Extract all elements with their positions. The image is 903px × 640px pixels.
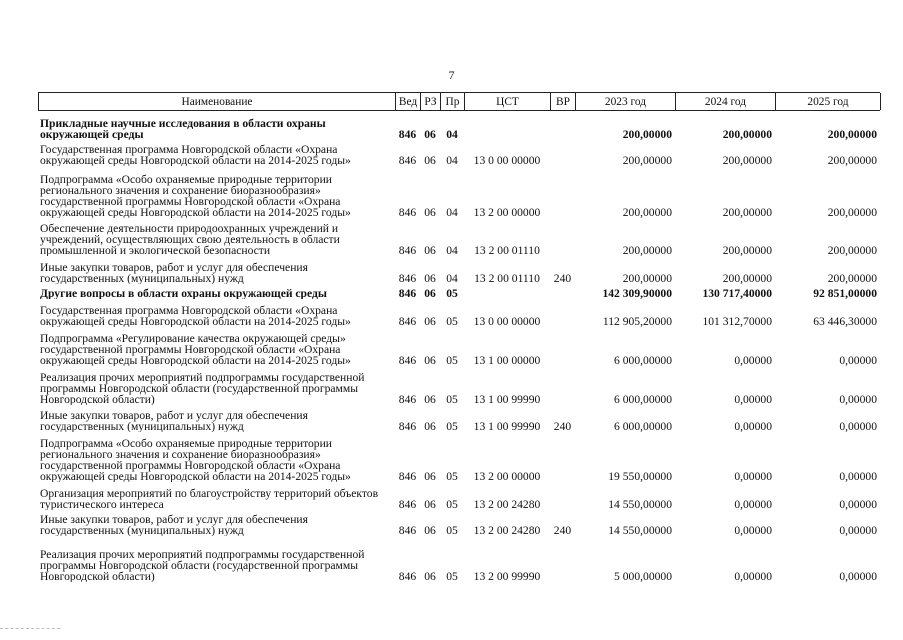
row-2025: 200,00000 — [827, 244, 877, 257]
row-2024: 200,00000 — [722, 154, 772, 167]
table-row — [38, 482, 880, 510]
header-ved: Вед — [396, 93, 421, 110]
row-2025: 0,00000 — [839, 524, 877, 537]
row-pr: 05 — [446, 470, 458, 483]
row-ved: 846 — [398, 570, 417, 583]
row-name: Подпрограмма «Особо охраняемые природные территории регионального значения и сохранение биоразнообразия» государственной программы Новгородской области «Охрана окружающей среды Новгородской области на 2014-2025 годы» — [40, 174, 351, 218]
row-2025: 0,00000 — [839, 393, 877, 406]
table-row — [38, 256, 880, 284]
row-pr: 05 — [446, 287, 458, 300]
row-vr: 240 — [553, 272, 572, 285]
row-cst: 13 2 00 01110 — [474, 272, 540, 285]
row-ved: 846 — [398, 272, 417, 285]
header-2023: 2023 год — [576, 93, 676, 110]
row-name: Иные закупки товаров, работ и услуг для обеспечения государственных (муниципальных) нужд — [40, 262, 308, 284]
row-pr: 04 — [446, 272, 458, 285]
row-2025: 0,00000 — [839, 570, 877, 583]
row-rz: 06 — [424, 206, 436, 219]
row-pr: 05 — [446, 315, 458, 328]
row-name: Обеспечение деятельности природоохранных учреждений и учреждений, осуществляющих свою деятельность в области промышленной и экологической безопасности — [40, 223, 340, 256]
row-name: Реализация прочих мероприятий подпрограммы государственной программы Новгородской области (государственной программы Новгородской области) — [40, 372, 365, 405]
row-cst: 13 1 00 99990 — [473, 420, 541, 433]
header-name: Наименование — [39, 93, 396, 110]
row-rz: 06 — [424, 570, 436, 583]
row-2025: 63 446,30000 — [813, 315, 877, 328]
row-2024: 200,00000 — [722, 128, 772, 141]
row-vr: 240 — [553, 420, 572, 433]
row-pr: 05 — [446, 393, 458, 406]
row-rz: 06 — [424, 315, 436, 328]
row-name: Прикладные научные исследования в области охраны окружающей среды — [40, 118, 326, 140]
row-2023: 200,00000 — [622, 154, 672, 167]
header-cst: ЦСТ — [465, 93, 551, 110]
row-2023: 200,00000 — [622, 128, 672, 141]
row-2023: 14 550,00000 — [608, 498, 672, 511]
row-2025: 200,00000 — [827, 128, 877, 141]
table-row — [38, 111, 880, 140]
row-2023: 200,00000 — [622, 206, 672, 219]
row-rz: 06 — [424, 272, 436, 285]
table-row — [38, 299, 880, 327]
row-rz: 06 — [424, 498, 436, 511]
row-pr: 04 — [446, 154, 458, 167]
row-cst: 13 2 00 01110 — [474, 244, 540, 257]
row-2024: 200,00000 — [722, 272, 772, 285]
table-row — [38, 366, 880, 405]
row-rz: 06 — [424, 154, 436, 167]
row-ved: 846 — [398, 420, 417, 433]
row-2024: 0,00000 — [734, 524, 772, 537]
row-name: Реализация прочих мероприятий подпрограммы государственной программы Новгородской области (государственной программы Новгородской области) — [40, 549, 365, 582]
row-cst: 13 1 00 00000 — [473, 354, 541, 367]
header-pr: Пр — [441, 93, 465, 110]
row-name: Организация мероприятий по благоустройству территорий объектов туристического интереса — [40, 488, 379, 510]
row-cst: 13 1 00 99990 — [473, 393, 541, 406]
row-ved: 846 — [398, 287, 417, 300]
row-ved: 846 — [398, 128, 417, 141]
row-cst: 13 2 00 00000 — [473, 206, 541, 219]
row-2023: 6 000,00000 — [614, 393, 672, 406]
row-ved: 846 — [398, 154, 417, 167]
row-2025: 0,00000 — [839, 470, 877, 483]
row-name: Другие вопросы в области охраны окружающей среды — [40, 288, 327, 299]
row-2023: 6 000,00000 — [614, 420, 672, 433]
row-2024: 130 717,40000 — [702, 287, 772, 300]
row-ved: 846 — [398, 315, 417, 328]
row-ved: 846 — [398, 524, 417, 537]
row-ved: 846 — [398, 393, 417, 406]
row-2023: 200,00000 — [622, 244, 672, 257]
row-rz: 06 — [424, 470, 436, 483]
row-name: Иные закупки товаров, работ и услуг для обеспечения государственных (муниципальных) нужд — [40, 410, 308, 432]
row-pr: 05 — [446, 354, 458, 367]
row-ved: 846 — [398, 354, 417, 367]
row-rz: 06 — [424, 244, 436, 257]
table-row — [38, 166, 880, 218]
header-2024: 2024 год — [676, 93, 776, 110]
header-vr: ВР — [551, 93, 576, 110]
row-rz: 06 — [424, 287, 436, 300]
row-2023: 112 905,20000 — [602, 315, 672, 328]
row-pr: 04 — [446, 206, 458, 219]
row-rz: 06 — [424, 354, 436, 367]
row-2025: 0,00000 — [839, 498, 877, 511]
table-row — [38, 140, 880, 166]
row-ved: 846 — [398, 470, 417, 483]
row-2024: 0,00000 — [734, 470, 772, 483]
budget-table — [38, 92, 880, 582]
row-rz: 06 — [424, 524, 436, 537]
row-2023: 14 550,00000 — [608, 524, 672, 537]
row-2025: 200,00000 — [827, 272, 877, 285]
row-2025: 0,00000 — [839, 354, 877, 367]
table-row — [38, 218, 880, 256]
row-cst: 13 2 00 00000 — [473, 470, 541, 483]
row-name: Подпрограмма «Регулирование качества окружающей среды» государственной программы Новгородской области «Охрана окружающей среды Новгородской области на 2014-2025 годы» — [40, 333, 351, 366]
row-vr: 240 — [553, 524, 572, 537]
row-2024: 0,00000 — [734, 570, 772, 583]
row-2024: 0,00000 — [734, 420, 772, 433]
row-cst: 13 0 00 00000 — [473, 154, 541, 167]
row-2023: 142 309,90000 — [602, 287, 672, 300]
row-name: Подпрограмма «Особо охраняемые природные территории регионального значения и сохранение биоразнообразия» государственной программы Новгородской области «Охрана окружающей среды Новгородской области на 2014-2025 годы» — [40, 438, 351, 482]
row-2024: 101 312,70000 — [702, 315, 772, 328]
row-2024: 0,00000 — [734, 393, 772, 406]
table-row — [38, 510, 880, 536]
header-rz: РЗ — [421, 93, 441, 110]
row-name: Государственная программа Новгородской области «Охрана окружающей среды Новгородской области на 2014-2025 годы» — [40, 144, 351, 166]
row-ved: 846 — [398, 244, 417, 257]
row-rz: 06 — [424, 420, 436, 433]
row-2023: 200,00000 — [622, 272, 672, 285]
row-pr: 04 — [446, 244, 458, 257]
row-ved: 846 — [398, 206, 417, 219]
scan-artifact-line — [0, 628, 60, 629]
row-cst: 13 0 00 00000 — [473, 315, 541, 328]
table-row — [38, 536, 880, 582]
row-rz: 06 — [424, 128, 436, 141]
row-rz: 06 — [424, 393, 436, 406]
row-cst: 13 2 00 99990 — [473, 570, 541, 583]
row-pr: 04 — [446, 128, 458, 141]
row-2024: 200,00000 — [722, 244, 772, 257]
row-2024: 0,00000 — [734, 498, 772, 511]
row-ved: 846 — [398, 498, 417, 511]
row-2025: 0,00000 — [839, 420, 877, 433]
row-pr: 05 — [446, 498, 458, 511]
row-2024: 0,00000 — [734, 354, 772, 367]
row-2023: 19 550,00000 — [608, 470, 672, 483]
row-name: Государственная программа Новгородской области «Охрана окружающей среды Новгородской области на 2014-2025 годы» — [40, 305, 351, 327]
row-pr: 05 — [446, 570, 458, 583]
row-cst: 13 2 00 24280 — [473, 524, 541, 537]
header-2025: 2025 год — [776, 93, 881, 110]
row-2025: 200,00000 — [827, 154, 877, 167]
row-cst: 13 2 00 24280 — [473, 498, 541, 511]
row-2023: 6 000,00000 — [614, 354, 672, 367]
row-2025: 92 851,00000 — [813, 287, 877, 300]
table-header-row — [38, 92, 880, 111]
row-2025: 200,00000 — [827, 206, 877, 219]
page-number: 7 — [448, 68, 455, 82]
table-row — [38, 405, 880, 432]
row-pr: 05 — [446, 420, 458, 433]
row-name: Иные закупки товаров, работ и услуг для обеспечения государственных (муниципальных) нужд — [40, 514, 308, 536]
row-2023: 5 000,00000 — [614, 570, 672, 583]
table-row — [38, 284, 880, 299]
row-pr: 05 — [446, 524, 458, 537]
row-2024: 200,00000 — [722, 206, 772, 219]
table-row — [38, 432, 880, 482]
table-row — [38, 327, 880, 366]
